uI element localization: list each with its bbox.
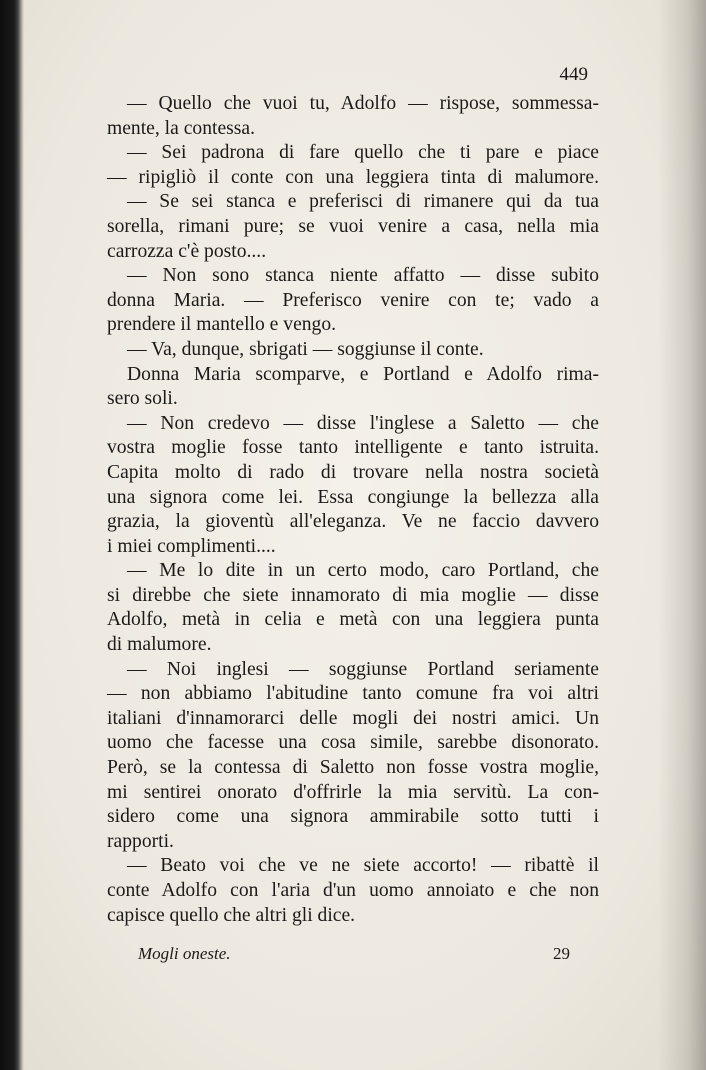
text-line: — Se sei stanca e preferisci di rimanere qui da tua <box>127 191 599 213</box>
text-line: Adolfo, metà in celia e metà con una leggiera punta <box>107 609 599 631</box>
text-line: di malumore. <box>107 634 212 656</box>
text-line: capisce quello che altri gli dice. <box>107 904 356 926</box>
text-line: Però, se la contessa di Saletto non fosse vostra moglie, <box>107 757 599 779</box>
text-line: vostra moglie fosse tanto intelligente e tanto istruita. <box>107 437 599 459</box>
text-line: i miei complimenti.... <box>107 535 276 557</box>
footer-signature-number: 29 <box>553 944 570 963</box>
text-line: uomo che facesse una cosa simile, sarebbe disonorato. <box>107 732 599 754</box>
text-line: Capita molto di rado di trovare nella nostra società <box>107 461 599 483</box>
text-line: conte Adolfo con l'aria d'un uomo annoiato e che non <box>107 880 599 901</box>
text-line: sero soli. <box>107 388 178 410</box>
text-line: — non abbiamo l'abitudine tanto comune fra voi altri <box>107 683 599 705</box>
text-line: si direbbe che siete innamorato di mia moglie — disse <box>107 584 599 606</box>
book-binding-shadow <box>0 0 24 1070</box>
text-line: — Noi inglesi — soggiunse Portland seriamente <box>127 658 599 680</box>
text-line: mi sentirei onorato d'offrirle la mia servitù. La con- <box>107 781 599 803</box>
text-line: prendere il mantello e vengo. <box>107 314 337 336</box>
text-line: — Sei padrona di fare quello che ti pare e piace <box>127 142 599 164</box>
text-line: una signora come lei. Essa congiunge la bellezza alla <box>107 486 599 508</box>
page-footer <box>138 944 570 964</box>
text-line: donna Maria. — Preferisco venire con te; vado a <box>107 289 599 311</box>
text-line: — Quello che vuoi tu, Adolfo — rispose, sommessa- <box>127 93 599 114</box>
page-number: 449 <box>559 64 588 85</box>
page-edge-shadow <box>658 0 706 1070</box>
text-line: — ripigliò il conte con una leggiera tinta di malumore. <box>107 166 599 188</box>
text-line: italiani d'innamorarci delle mogli dei nostri amici. Un <box>107 707 599 729</box>
text-line: sorella, rimani pure; se vuoi venire a casa, nella mia <box>107 215 599 237</box>
text-line: mente, la contessa. <box>107 117 255 139</box>
text-line: — Non sono stanca niente affatto — disse subito <box>127 265 599 287</box>
text-line: sidero come una signora ammirabile sotto tutti i <box>107 806 599 828</box>
footer-book-title: Mogli oneste. <box>138 944 231 963</box>
text-line: — Me lo dite in un certo modo, caro Portland, che <box>127 560 599 582</box>
text-line: — Beato voi che ve ne siete accorto! — ribattè il <box>127 855 599 877</box>
text-body <box>107 92 599 928</box>
text-line: Donna Maria scomparve, e Portland e Adolfo rima- <box>127 363 599 385</box>
text-line: — Va, dunque, sbrigati — soggiunse il conte. <box>127 338 484 360</box>
text-line: carrozza c'è posto.... <box>107 240 267 262</box>
text-line: rapporti. <box>107 830 174 852</box>
text-line: — Non credevo — disse l'inglese a Saletto — che <box>127 412 599 434</box>
text-line: grazia, la gioventù all'eleganza. Ve ne faccio davvero <box>107 511 599 533</box>
